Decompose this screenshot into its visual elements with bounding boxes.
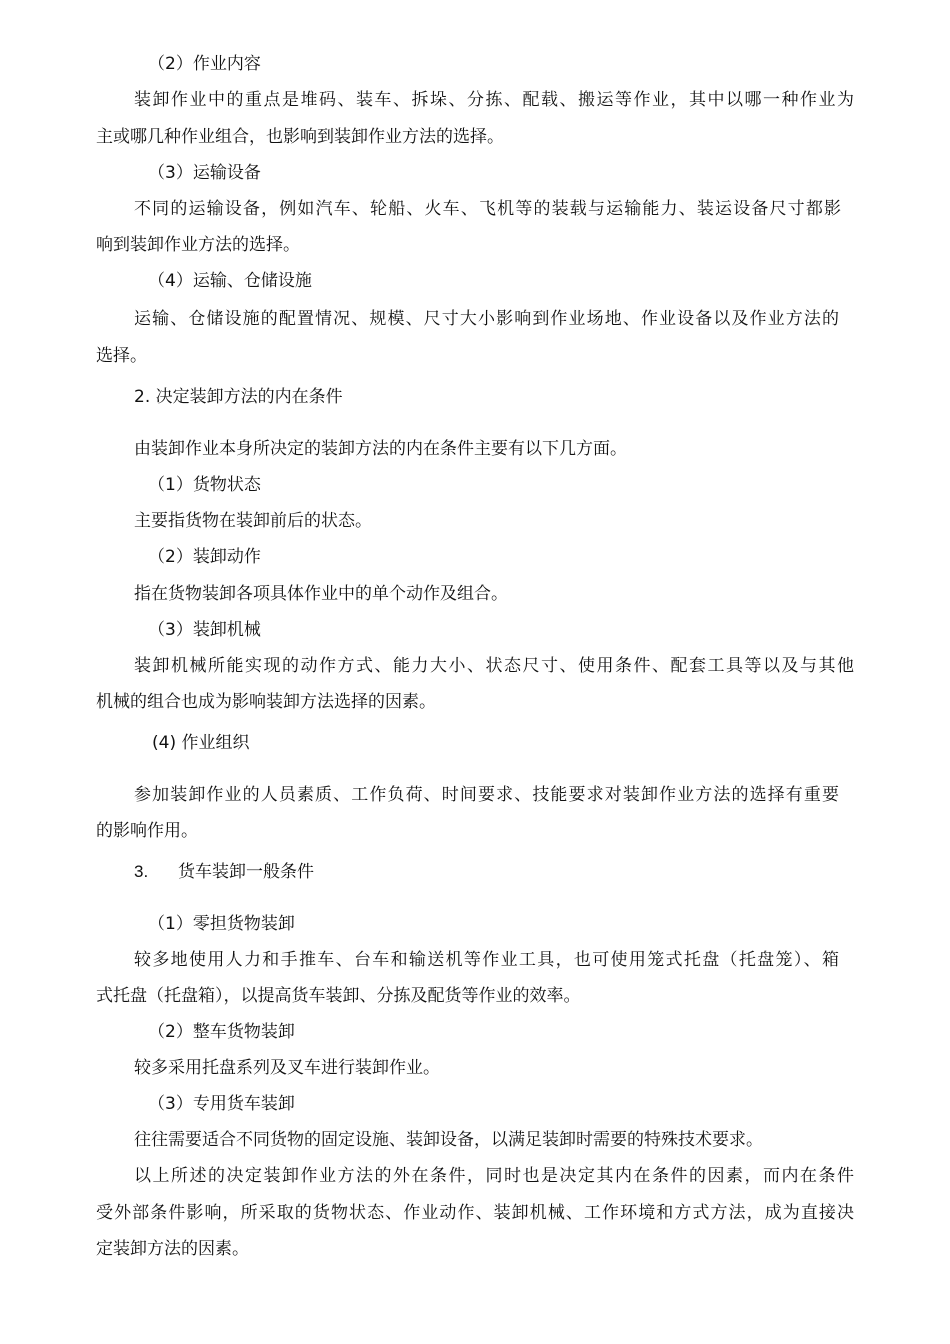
subheading-cargo-state: （1）货物状态 <box>148 475 261 495</box>
paragraph-line: 以上所述的决定装卸作业方法的外在条件，同时也是决定其内在条件的因素，而内在条件 <box>134 1166 854 1186</box>
paragraph-line: 较多地使用人力和手推车、台车和输送机等作业工具，也可使用笼式托盘（托盘笼）、箱 <box>134 950 839 970</box>
subheading-special-truck: （3）专用货车装卸 <box>148 1094 295 1114</box>
section-heading-internal-conditions: 2. 决定装卸方法的内在条件 <box>134 387 343 407</box>
section-number: 3. <box>134 862 149 881</box>
paragraph-line: 不同的运输设备，例如汽车、轮船、火车、飞机等的装载与运输能力、装运设备尺寸都影 <box>134 199 841 219</box>
subheading-ltl-cargo: （1）零担货物装卸 <box>148 914 295 934</box>
paragraph-line: 式托盘（托盘箱），以提高货车装卸、分拣及配货等作业的效率。 <box>96 986 581 1006</box>
paragraph-line: 选择。 <box>96 346 147 366</box>
paragraph-line: 定装卸方法的因素。 <box>96 1239 249 1259</box>
paragraph-line: 响到装卸作业方法的选择。 <box>96 235 300 255</box>
paragraph-line: 往往需要适合不同货物的固定设施、装卸设备，以满足装卸时需要的特殊技术要求。 <box>134 1130 763 1150</box>
paragraph-line: 参加装卸作业的人员素质、工作负荷、时间要求、技能要求对装卸作业方法的选择有重要 <box>134 785 839 805</box>
subheading-facilities: （4）运输、仓储设施 <box>148 271 312 291</box>
paragraph-line: 主或哪几种作业组合，也影响到装卸作业方法的选择。 <box>96 127 504 147</box>
subheading-work-content: （2）作业内容 <box>148 54 261 74</box>
subheading-full-truck-cargo: （2）整车货物装卸 <box>148 1022 295 1042</box>
subheading-handling-action: （2）装卸动作 <box>148 547 261 567</box>
subheading-handling-machinery: （3）装卸机械 <box>148 620 261 640</box>
paragraph-line: 较多采用托盘系列及叉车进行装卸作业。 <box>134 1058 440 1078</box>
subheading-work-organization: (4) 作业组织 <box>152 733 250 753</box>
subheading-transport-equipment: （3）运输设备 <box>148 163 261 183</box>
section-heading-truck-conditions: 货车装卸一般条件 <box>178 862 314 882</box>
paragraph-line: 受外部条件影响，所采取的货物状态、作业动作、装卸机械、工作环境和方式方法，成为直接决 <box>96 1203 854 1223</box>
paragraph-line: 的影响作用。 <box>96 821 198 841</box>
paragraph-line: 由装卸作业本身所决定的装卸方法的内在条件主要有以下几方面。 <box>134 439 627 459</box>
paragraph-line: 装卸作业中的重点是堆码、装车、拆垛、分拣、配载、搬运等作业，其中以哪一种作业为 <box>134 90 854 110</box>
paragraph-line: 机械的组合也成为影响装卸方法选择的因素。 <box>96 692 436 712</box>
paragraph-line: 主要指货物在装卸前后的状态。 <box>134 511 372 531</box>
paragraph-line: 装卸机械所能实现的动作方式、能力大小、状态尺寸、使用条件、配套工具等以及与其他 <box>134 656 854 676</box>
paragraph-line: 运输、仓储设施的配置情况、规模、尺寸大小影响到作业场地、作业设备以及作业方法的 <box>134 309 839 329</box>
paragraph-line: 指在货物装卸各项具体作业中的单个动作及组合。 <box>134 584 508 604</box>
